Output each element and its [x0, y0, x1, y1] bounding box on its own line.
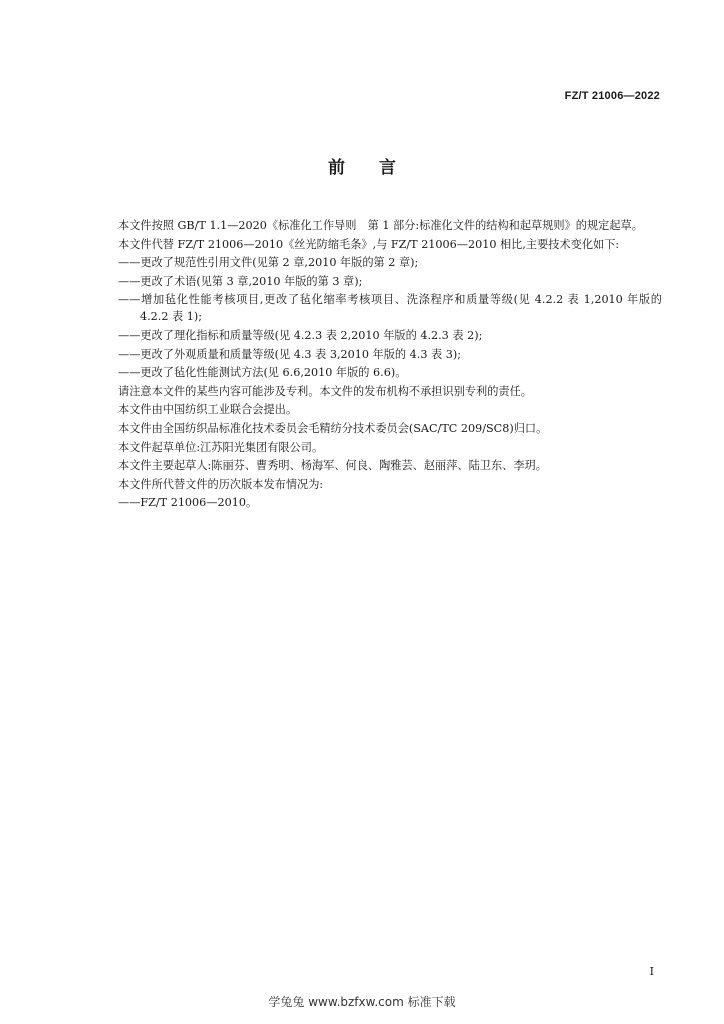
paragraph-drafters: 本文件主要起草人:陈丽芬、曹秀明、杨海军、何良、陶雅芸、赵丽萍、陆卫东、李玥。 — [118, 459, 547, 473]
change-item: ——更改了理化指标和质量等级(见 4.2.3 表 2,2010 年版的 4.2.3 表 2); — [118, 328, 483, 342]
change-item: ——更改了毡化性能测试方法(见 6.6,2010 年版的 6.6)。 — [118, 366, 407, 380]
paragraph-proposer: 本文件由中国纺织工业联合会提出。 — [118, 403, 298, 417]
paragraph-patent-notice: 请注意本文件的某些内容可能涉及专利。本文件的发布机构不承担识别专利的责任。 — [118, 384, 532, 398]
history-item: ——FZ/T 21006—2010。 — [118, 496, 258, 510]
paragraph-drafting-unit: 本文件起草单位:江苏阳光集团有限公司。 — [118, 440, 324, 454]
paragraph-committee: 本文件由全国纺织品标准化技术委员会毛精纺分技术委员会(SAC/TC 209/SC8)归口。 — [118, 421, 548, 435]
page-title: 前言 — [328, 158, 430, 178]
page-number: I — [649, 965, 654, 978]
paragraph-history: 本文件所代替文件的历次版本发布情况为: — [118, 477, 324, 491]
change-item: ——更改了规范性引用文件(见第 2 章,2010 年版的第 2 章); — [118, 256, 419, 270]
document-code: FZ/T 21006—2022 — [564, 90, 660, 102]
foreword-body — [96, 217, 662, 513]
watermark-text: 学兔兔 www.bzfxw.com 标准下载 — [268, 995, 456, 1009]
paragraph-drafting-rules: 本文件按照 GB/T 1.1—2020《标准化工作导则 第 1 部分:标准化文件的结构和起草规则》的规定起草。 — [118, 219, 643, 232]
paragraph-replacement: 本文件代替 FZ/T 21006—2010《丝光防缩毛条》,与 FZ/T 21006—2010 相比,主要技术变化如下: — [118, 237, 620, 251]
change-item: ——更改了术语(见第 3 章,2010 年版的第 3 章); — [118, 274, 363, 288]
change-item: ——更改了外观质量和质量等级(见 4.3 表 3,2010 年版的 4.3 表 3); — [118, 347, 461, 361]
change-item: ——增加毡化性能考核项目,更改了毡化缩率考核项目、洗涤程序和质量等级(见 4.2.2 表 1,2010 年版的 4.2.2 表 1); — [118, 293, 662, 324]
